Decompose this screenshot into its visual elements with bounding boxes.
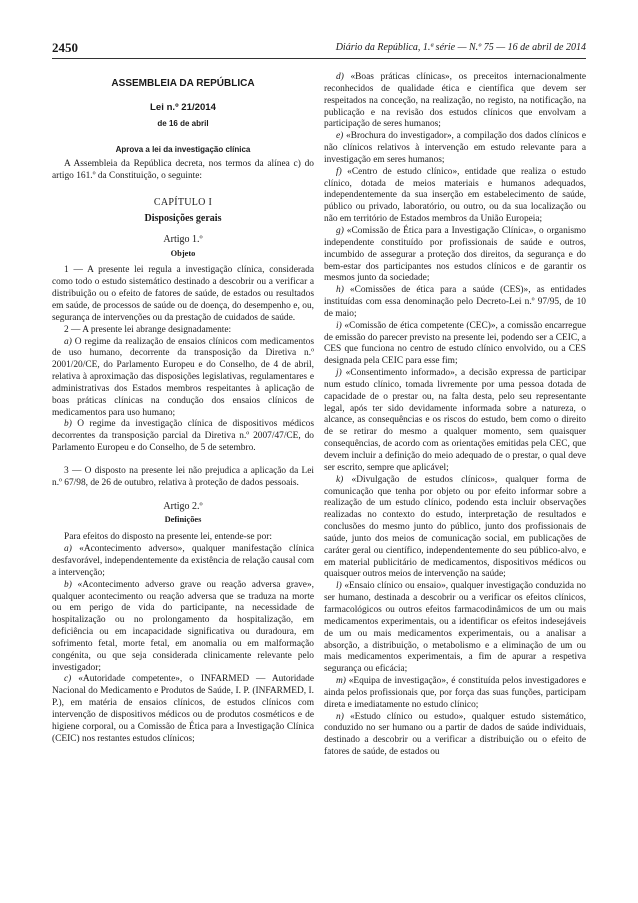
definitions-intro: Para efeitos do disposto na presente lei, entende-se por:	[64, 532, 273, 543]
organization-heading: ASSEMBLEIA DA REPÚBLICA	[111, 78, 255, 89]
law-summary: Aprova a lei da investigação clínica	[115, 144, 251, 154]
article-1-item-b: b) O regime da investigação clínica de dispositivos médicos decorrentes da transposição parcial da Diretiva n.º 2007/47/CE, do Parlamento Europeu e do Conselho, de 5 de setembro.	[52, 419, 314, 454]
article-1-paragraph-2: 2 — A presente lei abrange designadamente:	[64, 324, 232, 335]
definition-k: k) «Divulgação de estudos clínicos», qualquer forma de comunicação que tenha por objeto ou por efeito informar sobre a realização de um estudo clínico, podendo esta incluir observações realizadas no contexto do estudo, interpretação de resultados e conclusões do mesmo junto do público, junto dos profissionais de saúde, junto dos meios de comunicação social, em publicações de caráter geral ou científico, independentemente do seu público-alvo, e em material publicitário de medicamentos, dispositivos médicos ou quaisquer outros meios de intervenção na saúde;	[324, 474, 586, 580]
definition-h: h) «Comissões de ética para a saúde (CES)», as entidades instituídas com essa denominação pelo Decreto-Lei n.º 97/95, de 10 de maio;	[324, 285, 586, 319]
article-1-label: Artigo 1.º	[163, 233, 203, 245]
definition-f: f) «Centro de estudo clínico», entidade que realiza o estudo clínico, dotada de meios materiais e humanos adequados, independentemente da sua inserção em estabelecimento de saúde, público ou privado, laboratório, ou outro, ou da sua localização ou não em território de Estados membros da União Europeia;	[324, 166, 586, 225]
definition-m: m) «Equipa de investigação», é constituída pelos investigadores e ainda pelos profissionais que, por força das suas funções, participam direta e imediatamente no estudo clínico;	[324, 676, 586, 710]
definition-d: d) «Boas práticas clínicas», os preceitos internacionalmente reconhecidos de qualidade ética e científica que devem ser respeitados na conceção, na realização, no registo, na notificação, na publicação e na revisão dos estudos clínicos que envolvam a participação de seres humanos;	[324, 72, 586, 130]
definition-n: n) «Estudo clínico ou estudo», qualquer estudo sistemático, conduzido no ser humano ou a partir de dados de saúde individuais, destinado a descobrir ou a verificar a distribuição ou o efeito de fatores de saúde, de estados ou	[324, 711, 586, 758]
definition-a: a) «Acontecimento adverso», qualquer manifestação clínica desfavorável, independentemente da existência de relação causal com a intervenção;	[52, 544, 314, 578]
definition-l: l) «Ensaio clínico ou ensaio», qualquer investigação conduzida no ser humano, destinada a descobrir ou a verificar os efeitos clínicos, farmacológicos ou outros efeitos farmacodinâmicos de um ou mais medicamentos experimentais, ou a identificar os efeitos indesejáveis de um ou mais medicamentos experimentais, ou a analisar a absorção, a distribuição, o metabolismo e a eliminação de um ou mais medicamentos experimentais, a fim de apurar a respetiva segurança ou eficácia;	[324, 581, 586, 675]
left-column	[52, 72, 314, 746]
header-rule	[52, 58, 586, 59]
law-title: Lei n.º 21/2014	[150, 101, 216, 113]
definition-g: g) «Comissão de Ética para a Investigação Clínica», o organismo independente constituído por profissionais de saúde e outros, incumbido de assegurar a proteção dos direitos, da segurança e do bem-estar dos participantes nos estudos clínicos e de garantir os mesmos junto da sociedade;	[324, 225, 586, 284]
definition-i: i) «Comissão de ética competente (CEC)», a comissão encarregue de emissão do parecer previsto na presente lei, podendo ser a CEIC, a CES que funciona no centro de estudo clínico envolvido, ou a CES designada pela CEIC para esse fim;	[324, 320, 586, 367]
article-1-paragraph-3: 3 — O disposto na presente lei não prejudica a aplicação da Lei n.º 67/98, de 26 de outubro, relativa à proteção de dados pessoais.	[52, 465, 314, 488]
article-2-title: Definições	[164, 515, 202, 525]
definition-j: j) «Consentimento informado», a decisão expressa de participar num estudo clínico, tomada livremente por uma pessoa dotada de capacidade de o prestar ou, na falta desta, pelo seu representante legal, após ter sido devidamente informada sobre a natureza, o alcance, as consequências e os riscos do estudo, bem como o direito de se retirar do mesmo a qualquer momento, sem quaisquer consequências, de acordo com as orientações emitidas pela CEC, que devem incluir a definição do meio adequado de o prestar, o qual deve ser escrito, sempre que aplicável;	[324, 368, 586, 473]
article-1-item-a: a) O regime da realização de ensaios clínicos com medicamentos de uso humano, decorrente da transposição da Diretiva n.º 2001/20/CE, do Parlamento Europeu e do Conselho, de 4 de abril, relativa à aproximação das disposições legislativas, regulamentares e administrativas dos Estados membros respeitantes à aplicação de boas práticas clínicas na condução dos ensaios clínicos de medicamentos para uso humano;	[52, 336, 314, 418]
definition-b: b) «Acontecimento adverso grave ou reação adversa grave», qualquer acontecimento ou reação adversa que se traduza na morte ou em perigo de vida do participante, na necessidade de hospitalização ou no prolongamento da hospitalização, em deficiência ou em incapacidade significativa ou duradoura, em sofrimento fetal, morte fetal, em anomalia ou em malformação congénita, ou que seja considerada clinicamente relevante pelo investigador;	[52, 579, 314, 673]
chapter-label: CAPÍTULO I	[153, 197, 213, 209]
journal-header: Diário da República, 1.ª série — N.º 75 — 16 de abril de 2014	[335, 42, 586, 53]
article-1-title: Objeto	[170, 248, 196, 258]
chapter-title: Disposições gerais	[144, 212, 222, 224]
law-date: de 16 de abril	[157, 118, 209, 128]
right-column	[324, 72, 586, 759]
definition-e: e) «Brochura do investigador», a compilação dos dados clínicos e não clínicos relativos à intervenção em estudo relevante para a investigação em seres humanos;	[324, 131, 586, 165]
page-number: 2450	[52, 40, 78, 55]
article-2-label: Artigo 2.º	[163, 500, 203, 512]
definition-c: c) «Autoridade competente», o INFARMED — Autoridade Nacional do Medicamento e Produtos de Saúde, I. P. (INFARMED, I. P.), em matéria de ensaios clínicos, de estudos clínicos com intervenção de dispositivos médicos ou de produtos cosméticos e de higiene corporal, ou a Comissão de Ética para a Investigação Clínica (CEIC) nos restantes estudos clínicos;	[52, 674, 314, 744]
preamble: A Assembleia da República decreta, nos termos da alínea c) do artigo 161.º da Constituição, o seguinte:	[52, 159, 314, 182]
article-1-paragraph-1: 1 — A presente lei regula a investigação clínica, considerada como todo o estudo sistemático destinado a descobrir ou a verificar a distribuição ou o efeito de fatores de saúde, de estados ou resultados em saúde, de processos de saúde ou de doença, do desempenho e, ou, segurança de intervenções ou da prestação de cuidados de saúde.	[52, 265, 314, 323]
